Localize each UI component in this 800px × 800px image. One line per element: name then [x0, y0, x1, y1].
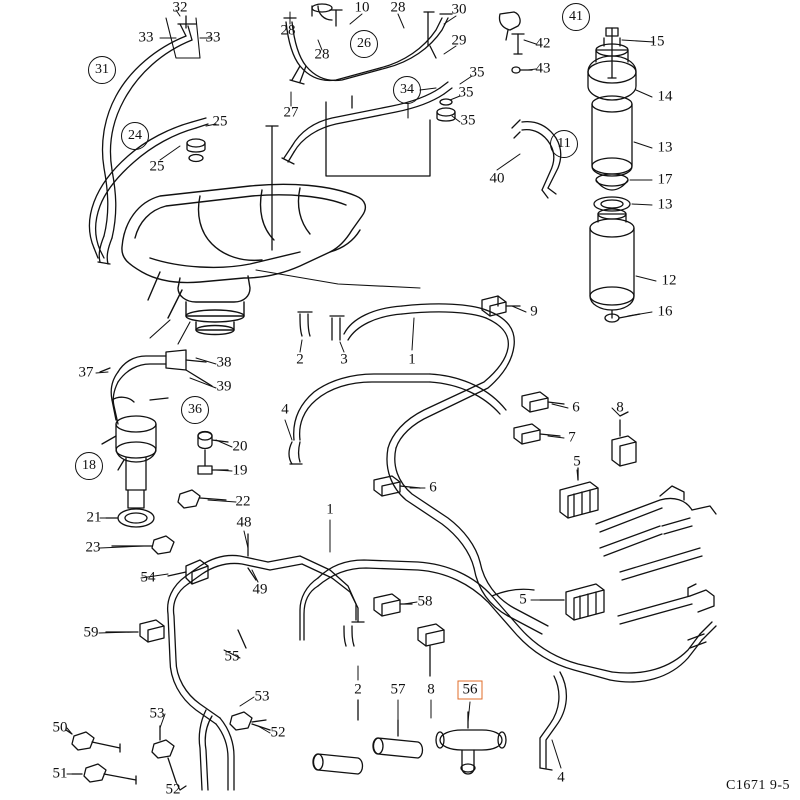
callout-51: 51	[52, 765, 68, 782]
callout-35: 35	[460, 112, 476, 129]
callout-58: 58	[417, 593, 433, 610]
callout-31: 31	[88, 56, 116, 84]
callout-11: 11	[550, 130, 578, 158]
callout-4: 4	[281, 401, 289, 418]
callout-4: 4	[557, 769, 565, 786]
callout-7: 7	[568, 429, 576, 446]
callout-18: 18	[75, 452, 103, 480]
callout-37: 37	[78, 364, 94, 381]
callout-41: 41	[562, 3, 590, 31]
callout-10: 10	[354, 0, 370, 16]
callout-38: 38	[216, 354, 232, 371]
callout-16: 16	[657, 303, 673, 320]
figure-code: C1671 9-5	[726, 778, 790, 793]
callout-12: 12	[661, 272, 677, 289]
callout-1: 1	[326, 501, 334, 518]
callout-1: 1	[408, 351, 416, 368]
callout-27: 27	[283, 104, 299, 121]
callout-9: 9	[530, 303, 538, 320]
callout-26: 26	[350, 30, 378, 58]
fuel-line-bundle-lower	[300, 560, 716, 770]
callout-22: 22	[235, 493, 251, 510]
callout-24: 24	[121, 122, 149, 150]
callout-32: 32	[172, 0, 188, 16]
fuel-line-bundle-upper	[298, 304, 548, 634]
callout-50: 50	[52, 719, 68, 736]
callout-28: 28	[280, 22, 296, 39]
callout-23: 23	[85, 539, 101, 556]
callout-5: 5	[573, 453, 581, 470]
callout-57: 57	[390, 681, 406, 698]
callout-52: 52	[270, 724, 286, 741]
callout-34: 34	[393, 76, 421, 104]
callout-3: 3	[340, 351, 348, 368]
callout-36: 36	[181, 396, 209, 424]
callout-52: 52	[165, 781, 181, 798]
hose-11-40	[512, 120, 561, 198]
callout-39: 39	[216, 378, 232, 395]
callout-54: 54	[140, 569, 156, 586]
callout-5: 5	[519, 591, 527, 608]
callout-14: 14	[657, 88, 673, 105]
callout-20: 20	[232, 438, 248, 455]
left-pump-assembly	[100, 350, 228, 554]
callout-13: 13	[657, 139, 673, 156]
callout-40: 40	[489, 170, 505, 187]
fuel-filter-assembly	[499, 12, 640, 322]
callout-33: 33	[138, 29, 154, 46]
callout-28: 28	[314, 46, 330, 63]
callout-25: 25	[149, 158, 165, 175]
callout-35: 35	[469, 64, 485, 81]
callout-53: 53	[254, 688, 270, 705]
callout-42: 42	[535, 35, 551, 52]
callout-55: 55	[224, 648, 240, 665]
right-line-fan	[596, 486, 716, 648]
callout-15: 15	[649, 33, 665, 50]
top-left-hose-assembly	[90, 16, 209, 264]
clips-upper	[374, 296, 636, 620]
callout-30: 30	[451, 1, 467, 18]
callout-2: 2	[296, 351, 304, 368]
callout-56: 56	[458, 681, 483, 700]
callout-17: 17	[657, 171, 673, 188]
callout-33: 33	[205, 29, 221, 46]
callout-21: 21	[86, 509, 102, 526]
callout-49: 49	[252, 581, 268, 598]
callout-13: 13	[657, 196, 673, 213]
fuel-tank	[122, 184, 365, 334]
callout-6: 6	[572, 399, 580, 416]
callout-19: 19	[232, 462, 248, 479]
tank-leader-lines	[150, 270, 420, 344]
callout-29: 29	[451, 32, 467, 49]
callout-28: 28	[390, 0, 406, 16]
callout-8: 8	[616, 399, 624, 416]
callout-6: 6	[429, 479, 437, 496]
callout-53: 53	[149, 705, 165, 722]
callout-43: 43	[535, 60, 551, 77]
callout-59: 59	[83, 624, 99, 641]
callout-25: 25	[212, 113, 228, 130]
callout-2: 2	[354, 681, 362, 698]
bottom-parts	[66, 624, 506, 790]
callout-35: 35	[458, 84, 474, 101]
callout-8: 8	[427, 681, 435, 698]
callout-48: 48	[236, 514, 252, 531]
